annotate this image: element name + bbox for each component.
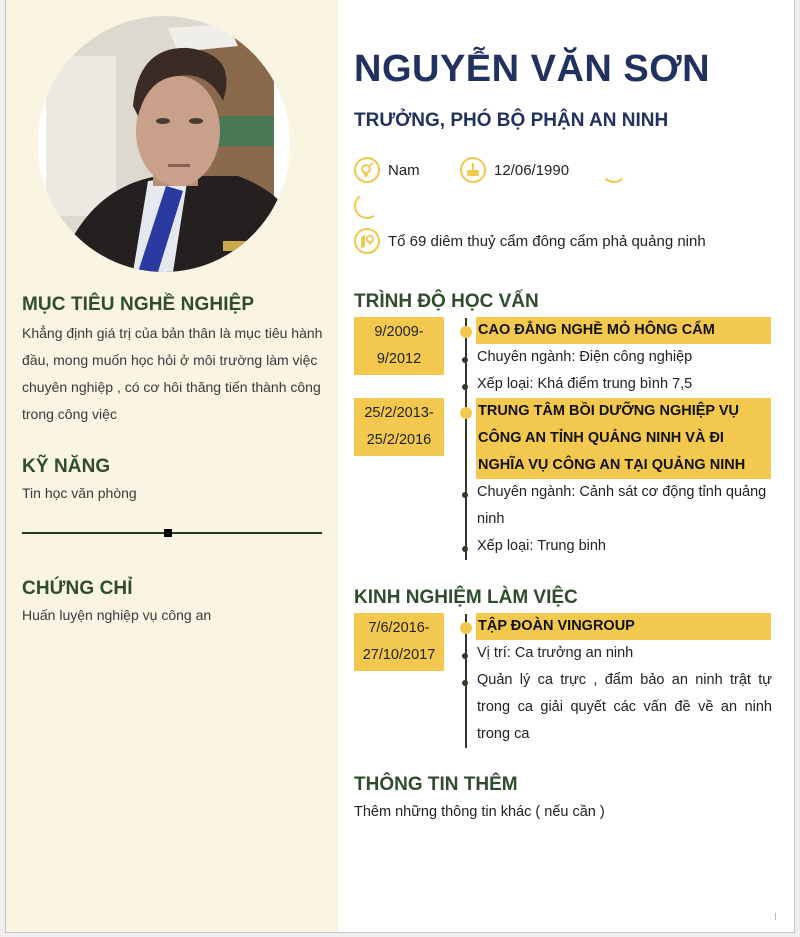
birthdate-value: 12/06/1990 — [494, 161, 570, 179]
extra-info-text: Thêm những thông tin khác ( nếu cần ) — [354, 804, 605, 820]
education-date-1 — [354, 317, 444, 375]
education-date-2 — [354, 398, 444, 456]
date-end: 9/2012 — [376, 351, 422, 367]
objective-title: MỤC TIÊU NGHỀ NGHIỆP — [22, 294, 255, 315]
education-detail: Chuyên ngành: Cảnh sát cơ động tỉnh quảng ninh — [477, 484, 767, 527]
skill-level-marker — [164, 529, 172, 537]
date-start: 25/2/2013- — [364, 405, 434, 421]
skill-name: Tin học văn phòng — [22, 485, 137, 501]
sidebar — [6, 0, 338, 932]
bullet-dot — [462, 357, 468, 363]
birthdate-item — [460, 157, 569, 183]
bullet-dot — [462, 680, 468, 686]
map-pin-icon — [354, 228, 380, 254]
education-school-2: TRUNG TÂM BỒI DƯỠNG NGHIỆP VỤ CÔNG AN TỈNH QUẢNG NINH VÀ ĐI NGHĨA VỤ CÔNG AN TẠI QUẢNG NINH — [476, 398, 771, 479]
date-start: 9/2009- — [374, 324, 424, 340]
hidden-info-icon — [601, 157, 627, 183]
date-start: 7/6/2016- — [368, 620, 430, 636]
bullet-dot — [462, 653, 468, 659]
certificates-text: Huấn luyện nghiệp vụ công an — [22, 607, 212, 623]
bullet-dot — [462, 492, 468, 498]
skill-level-bar — [22, 532, 322, 534]
date-end: 27/10/2017 — [362, 647, 436, 663]
hidden-contact-icon — [352, 191, 382, 221]
birthday-cake-icon — [460, 157, 486, 183]
address-value: Tổ 69 diêm thuỷ cẩm đông cẩm phả quảng ninh — [388, 232, 706, 250]
address-row — [354, 228, 706, 254]
timeline-dot — [460, 622, 472, 634]
education-detail: Xếp loại: Trung binh — [477, 538, 606, 554]
gender-icon — [354, 157, 380, 183]
education-school-1: CAO ĐẲNG NGHỀ MỎ HÔNG CẨM — [476, 317, 771, 344]
full-name: NGUYỄN VĂN SƠN — [354, 48, 711, 90]
extra-info-title: THÔNG TIN THÊM — [354, 774, 518, 795]
education-detail: Chuyên ngành: Điện công nghiệp — [477, 349, 693, 365]
date-end: 25/2/2016 — [366, 432, 432, 448]
timeline-dot — [460, 407, 472, 419]
experience-detail: Vị trí: Ca trưởng an ninh — [477, 645, 634, 661]
certificates-section — [22, 578, 328, 629]
objective-text: Khẳng định giá trị của bản thân là mục tiêu hành đầu, mong muốn học hỏi ở môi trường làm việc chuyên nghiệp , có cơ hôi thăng tiến thành công trong công việc — [22, 325, 323, 422]
education-timeline — [465, 318, 467, 560]
certificates-title: CHỨNG CHỈ — [22, 578, 133, 599]
experience-title: KINH NGHIỆM LÀM VIỆC — [354, 587, 578, 608]
gender-value: Nam — [388, 161, 420, 179]
job-title: TRƯỞNG, PHÓ BỘ PHẬN AN NINH — [354, 110, 669, 131]
skills-section — [22, 456, 328, 507]
personal-info-row — [354, 157, 627, 183]
text-cursor — [775, 913, 776, 920]
bullet-dot — [462, 384, 468, 390]
skills-title: KỸ NĂNG — [22, 456, 111, 477]
experience-detail: Quản lý ca trực , đẩm bảo an ninh trật tự trong ca giải quyết các vấn đề về an ninh trong ca — [477, 672, 772, 742]
cv-page — [5, 0, 795, 933]
education-detail: Xếp loại: Khá điểm trung bình 7,5 — [477, 376, 693, 392]
bullet-dot — [462, 546, 468, 552]
objective-section — [22, 294, 328, 428]
hidden-info-row — [354, 193, 380, 219]
gender-item — [354, 157, 460, 183]
experience-company-1: TẬP ĐOÀN VINGROUP — [476, 613, 771, 640]
experience-date-1 — [354, 613, 444, 671]
timeline-dot — [460, 326, 472, 338]
education-title: TRÌNH ĐỘ HỌC VẤN — [354, 291, 539, 312]
avatar — [38, 16, 290, 272]
